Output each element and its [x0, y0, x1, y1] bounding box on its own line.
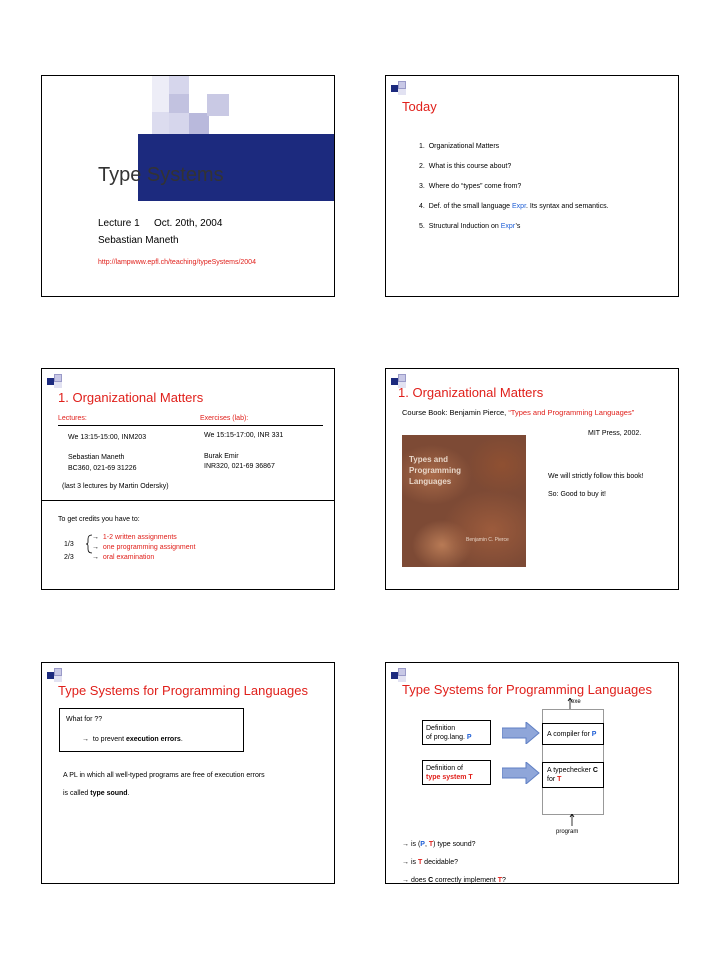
req-oral: → oral examination: [92, 554, 155, 561]
lecturer-name: Sebastian Maneth: [68, 454, 125, 461]
arrow-right-icon: →: [402, 841, 409, 848]
ratio-one-third: 1/3: [64, 541, 74, 548]
follow-book-note: We will strictly follow this book!: [548, 473, 644, 480]
author-name: Sebastian Maneth: [98, 235, 179, 246]
slide1-title: Type Systems: [98, 164, 224, 186]
lectures-time: We 13:15-15:00, INM203: [68, 434, 147, 441]
slide-corner-mark: [391, 668, 413, 682]
slide-type-systems-diagram: [385, 662, 679, 884]
slide2-title: Today: [402, 99, 437, 114]
header-rule: [58, 425, 323, 426]
lecturer-office: BC360, 021-69 31226: [68, 465, 137, 472]
arrow-right-icon: →: [92, 534, 99, 541]
up-arrow-icon: [569, 814, 575, 826]
slide-corner-mark: [47, 374, 69, 388]
slide-corner-mark: [391, 81, 413, 95]
arrow-right-icon: [502, 722, 540, 744]
what-for-answer: → to prevent execution errors.: [82, 736, 183, 743]
def1-line2: of prog.lang. P: [426, 734, 472, 741]
arrow-right-icon: →: [92, 544, 99, 551]
typechecker-line1: A typechecker C: [547, 767, 598, 774]
compiler-label: A compiler for P: [547, 731, 597, 738]
agenda-item: 1. Organizational Matters: [419, 143, 500, 150]
compiler-box: [542, 723, 604, 745]
odersky-note: (last 3 lectures by Martin Odersky): [62, 483, 169, 490]
book-cover-image: [402, 435, 526, 567]
cover-title-line: Types and: [409, 455, 448, 464]
type-sound-definition-line2: is called type sound.: [63, 790, 130, 797]
slide-corner-mark: [47, 668, 69, 682]
publisher: MIT Press, 2002.: [588, 430, 642, 437]
def1-line1: Definition: [426, 725, 456, 732]
slide-title: [41, 75, 335, 297]
course-book-line: Course Book: Benjamin Pierce, “Types and Programming Languages”: [402, 408, 635, 417]
section-rule: [42, 500, 335, 501]
cover-title-line: Languages: [409, 477, 452, 486]
question-type-sound: → is (P, T) type sound?: [402, 841, 476, 848]
lecture-label: Lecture 1: [98, 218, 140, 229]
definition-prog-lang-box: [422, 720, 491, 745]
cover-author: Benjamin C. Pierce: [466, 537, 509, 543]
program-label: program: [556, 829, 579, 835]
lecture-date: Oct. 20th, 2004: [154, 218, 223, 229]
def2-line2: type system T: [426, 774, 473, 781]
arrow-right-icon: →: [82, 736, 89, 743]
slide3-title: 1. Organizational Matters: [58, 390, 204, 405]
definition-type-system-box: [422, 760, 491, 785]
arrow-right-icon: →: [402, 859, 409, 866]
agenda-item: 3. Where do “types” come from?: [419, 183, 522, 190]
what-for-box: [59, 708, 244, 752]
slide5-title: Type Systems for Programming Languages: [58, 683, 309, 698]
course-url[interactable]: http://lampwww.epfl.ch/teaching/typeSystems/2004: [98, 259, 256, 266]
exe-label: exe: [571, 699, 581, 705]
arrow-right-icon: [502, 762, 540, 784]
exercises-time: We 15:15-17:00, INR 331: [204, 432, 284, 439]
assistant-office: INR320, 021-69 36867: [204, 463, 275, 470]
assistant-name: Burak Emir: [204, 453, 239, 460]
slide-course-book: [385, 368, 679, 590]
slide-organizational: [41, 368, 335, 590]
slide6-title: Type Systems for Programming Languages: [402, 682, 653, 697]
agenda-item: 2. What is this course about?: [419, 163, 512, 170]
slide-type-systems-intro: [41, 662, 335, 884]
buy-book-note: So: Good to buy it!: [548, 491, 606, 498]
typechecker-line2: for T: [547, 776, 562, 783]
agenda-item: 5. Structural Induction on Expr’s: [419, 223, 521, 230]
ratio-two-thirds: 2/3: [64, 554, 74, 561]
arrow-right-icon: →: [402, 877, 409, 884]
agenda-item: 4. Def. of the small language Expr. Its syntax and semantics.: [419, 203, 609, 210]
req-programming: → one programming assignment: [92, 544, 196, 551]
arrow-right-icon: →: [92, 554, 99, 561]
credits-intro: To get credits you have to:: [58, 516, 140, 523]
req-written: → 1-2 written assignments: [92, 534, 177, 541]
def2-line1: Definition of: [426, 765, 463, 772]
what-for-question: What for ??: [66, 716, 103, 723]
exercises-label: Exercises (lab):: [200, 415, 249, 422]
question-implement: → does C correctly implement T?: [402, 877, 506, 884]
lectures-label: Lectures:: [58, 415, 87, 422]
slide4-title: 1. Organizational Matters: [398, 385, 544, 400]
slide-today: [385, 75, 679, 297]
question-decidable: → is T decidable?: [402, 859, 459, 866]
type-sound-definition-line1: A PL in which all well-typed programs are free of execution errors: [63, 772, 265, 779]
typechecker-box: [542, 762, 604, 788]
cover-title-line: Programming: [409, 466, 462, 475]
